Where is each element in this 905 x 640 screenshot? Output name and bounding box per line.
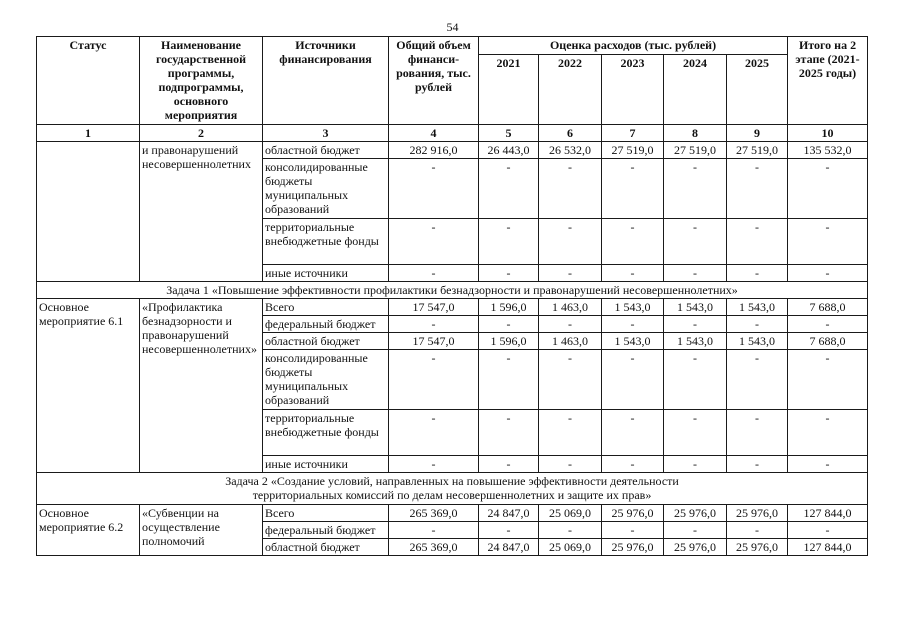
source-cell: консолидированные бюджеты муниципальных образований (263, 350, 389, 410)
year-value: - (539, 456, 602, 473)
total-cell: 265 369,0 (389, 539, 479, 556)
budget-table (36, 36, 868, 556)
year-value: 24 847,0 (479, 539, 539, 556)
stage-total-cell: - (788, 159, 868, 219)
total-cell: 282 916,0 (389, 142, 479, 159)
column-number: 4 (389, 125, 479, 142)
source-cell: Всего (263, 299, 389, 316)
column-number: 2 (140, 125, 263, 142)
column-number: 9 (727, 125, 788, 142)
total-cell: - (389, 265, 479, 282)
year-value: 25 976,0 (602, 505, 664, 522)
status-cell: Основное мероприятие 6.2 (37, 505, 140, 556)
year-value: - (602, 410, 664, 456)
header-year: 2024 (664, 55, 727, 125)
year-value: - (539, 159, 602, 219)
year-value: - (664, 522, 727, 539)
year-value: 1 463,0 (539, 299, 602, 316)
header-status: Статус (37, 37, 140, 125)
year-value: 27 519,0 (664, 142, 727, 159)
total-cell: 17 547,0 (389, 333, 479, 350)
stage-total-cell: - (788, 350, 868, 410)
year-value: - (664, 265, 727, 282)
task-title (37, 473, 868, 505)
column-number: 5 (479, 125, 539, 142)
year-value: 1 543,0 (664, 299, 727, 316)
table-row (37, 505, 868, 522)
header-estimate: Оценка расходов (тыс. рублей) (479, 37, 788, 55)
header-year: 2022 (539, 55, 602, 125)
column-number: 10 (788, 125, 868, 142)
year-value: 1 596,0 (479, 333, 539, 350)
year-value: - (602, 219, 664, 265)
header-total: Общий объем финанси-рования, тыс. рублей (389, 37, 479, 125)
task-row (37, 282, 868, 299)
year-value: 1 543,0 (602, 333, 664, 350)
year-value: 1 543,0 (727, 333, 788, 350)
total-cell: - (389, 410, 479, 456)
year-value: 25 976,0 (664, 505, 727, 522)
source-cell: консолидированные бюджеты муниципальных образований (263, 159, 389, 219)
year-value: - (479, 159, 539, 219)
total-cell: 265 369,0 (389, 505, 479, 522)
year-value: - (664, 410, 727, 456)
source-cell: областной бюджет (263, 539, 389, 556)
total-cell: 17 547,0 (389, 299, 479, 316)
year-value: - (727, 265, 788, 282)
year-value: - (727, 522, 788, 539)
year-value: - (539, 410, 602, 456)
task-title: Задача 1 «Повышение эффективности профилактики безнадзорности и правонарушений несовершеннолетних» (37, 282, 868, 299)
total-cell: - (389, 522, 479, 539)
header-stage-total: Итого на 2 этапе (2021-2025 годы) (788, 37, 868, 125)
year-value: 25 069,0 (539, 505, 602, 522)
stage-total-cell: - (788, 316, 868, 333)
program-name-cell: и правонарушений несовершеннолетних (140, 142, 263, 282)
program-name-cell: «Субвенции на осуществление полномочий (140, 505, 263, 556)
year-value: - (539, 316, 602, 333)
stage-total-cell: - (788, 522, 868, 539)
year-value: 1 543,0 (602, 299, 664, 316)
status-cell (37, 142, 140, 282)
source-cell: территориальные внебюджетные фонды (263, 219, 389, 265)
year-value: - (727, 456, 788, 473)
page-number: 54 (446, 20, 459, 34)
year-value: - (664, 456, 727, 473)
year-value: 26 532,0 (539, 142, 602, 159)
year-value: - (539, 522, 602, 539)
year-value: 25 976,0 (727, 505, 788, 522)
header-name: Наименование государственной программы, подпрограммы, основного мероприятия (140, 37, 263, 125)
year-value: 26 443,0 (479, 142, 539, 159)
year-value: 1 543,0 (664, 333, 727, 350)
year-value: - (664, 316, 727, 333)
year-value: - (602, 265, 664, 282)
header-year: 2021 (479, 55, 539, 125)
year-value: - (479, 410, 539, 456)
year-value: - (479, 265, 539, 282)
year-value: - (479, 219, 539, 265)
year-value: - (479, 456, 539, 473)
year-value: 27 519,0 (602, 142, 664, 159)
stage-total-cell: 135 532,0 (788, 142, 868, 159)
year-value: - (539, 350, 602, 410)
task-row (37, 473, 868, 505)
stage-total-cell: 127 844,0 (788, 505, 868, 522)
column-number-row (37, 125, 868, 142)
total-cell: - (389, 316, 479, 333)
source-cell: территориальные внебюджетные фонды (263, 410, 389, 456)
status-cell: Основное мероприятие 6.1 (37, 299, 140, 473)
source-cell: областной бюджет (263, 333, 389, 350)
header-year: 2025 (727, 55, 788, 125)
year-value: 24 847,0 (479, 505, 539, 522)
source-cell: областной бюджет (263, 142, 389, 159)
year-value: - (602, 316, 664, 333)
source-cell: Всего (263, 505, 389, 522)
stage-total-cell: - (788, 410, 868, 456)
year-value: - (539, 219, 602, 265)
total-cell: - (389, 456, 479, 473)
stage-total-cell: - (788, 456, 868, 473)
column-number: 7 (602, 125, 664, 142)
header-year: 2023 (602, 55, 664, 125)
stage-total-cell: 127 844,0 (788, 539, 868, 556)
year-value: - (602, 350, 664, 410)
source-cell: федеральный бюджет (263, 316, 389, 333)
year-value: 25 976,0 (602, 539, 664, 556)
header-sources: Источники финансирования (263, 37, 389, 125)
table-row (37, 142, 868, 159)
year-value: - (602, 522, 664, 539)
year-value: 25 976,0 (727, 539, 788, 556)
total-cell: - (389, 350, 479, 410)
stage-total-cell: - (788, 219, 868, 265)
year-value: - (664, 350, 727, 410)
year-value: - (602, 159, 664, 219)
task-title-line: территориальных комиссий по делам несовершеннолетних и защите их прав» (252, 488, 652, 502)
task-title-line: Задача 2 «Создание условий, направленных на повышение эффективности деятельности (225, 474, 679, 488)
column-number: 8 (664, 125, 727, 142)
stage-total-cell: - (788, 265, 868, 282)
year-value: - (727, 410, 788, 456)
year-value: - (727, 219, 788, 265)
stage-total-cell: 7 688,0 (788, 333, 868, 350)
column-number: 6 (539, 125, 602, 142)
column-number: 3 (263, 125, 389, 142)
year-value: 1 463,0 (539, 333, 602, 350)
stage-total-cell: 7 688,0 (788, 299, 868, 316)
year-value: - (602, 456, 664, 473)
year-value: - (664, 219, 727, 265)
program-name-cell: «Профилактика безнадзорности и правонарушений несовершеннолетних» (140, 299, 263, 473)
year-value: - (727, 316, 788, 333)
year-value: 27 519,0 (727, 142, 788, 159)
total-cell: - (389, 219, 479, 265)
table-row (37, 299, 868, 316)
year-value: - (479, 522, 539, 539)
source-cell: иные источники (263, 456, 389, 473)
year-value: 25 069,0 (539, 539, 602, 556)
source-cell: иные источники (263, 265, 389, 282)
year-value: 1 543,0 (727, 299, 788, 316)
year-value: 1 596,0 (479, 299, 539, 316)
year-value: - (727, 350, 788, 410)
year-value: - (664, 159, 727, 219)
year-value: - (479, 316, 539, 333)
year-value: - (479, 350, 539, 410)
year-value: - (539, 265, 602, 282)
column-number: 1 (37, 125, 140, 142)
total-cell: - (389, 159, 479, 219)
year-value: - (727, 159, 788, 219)
source-cell: федеральный бюджет (263, 522, 389, 539)
year-value: 25 976,0 (664, 539, 727, 556)
